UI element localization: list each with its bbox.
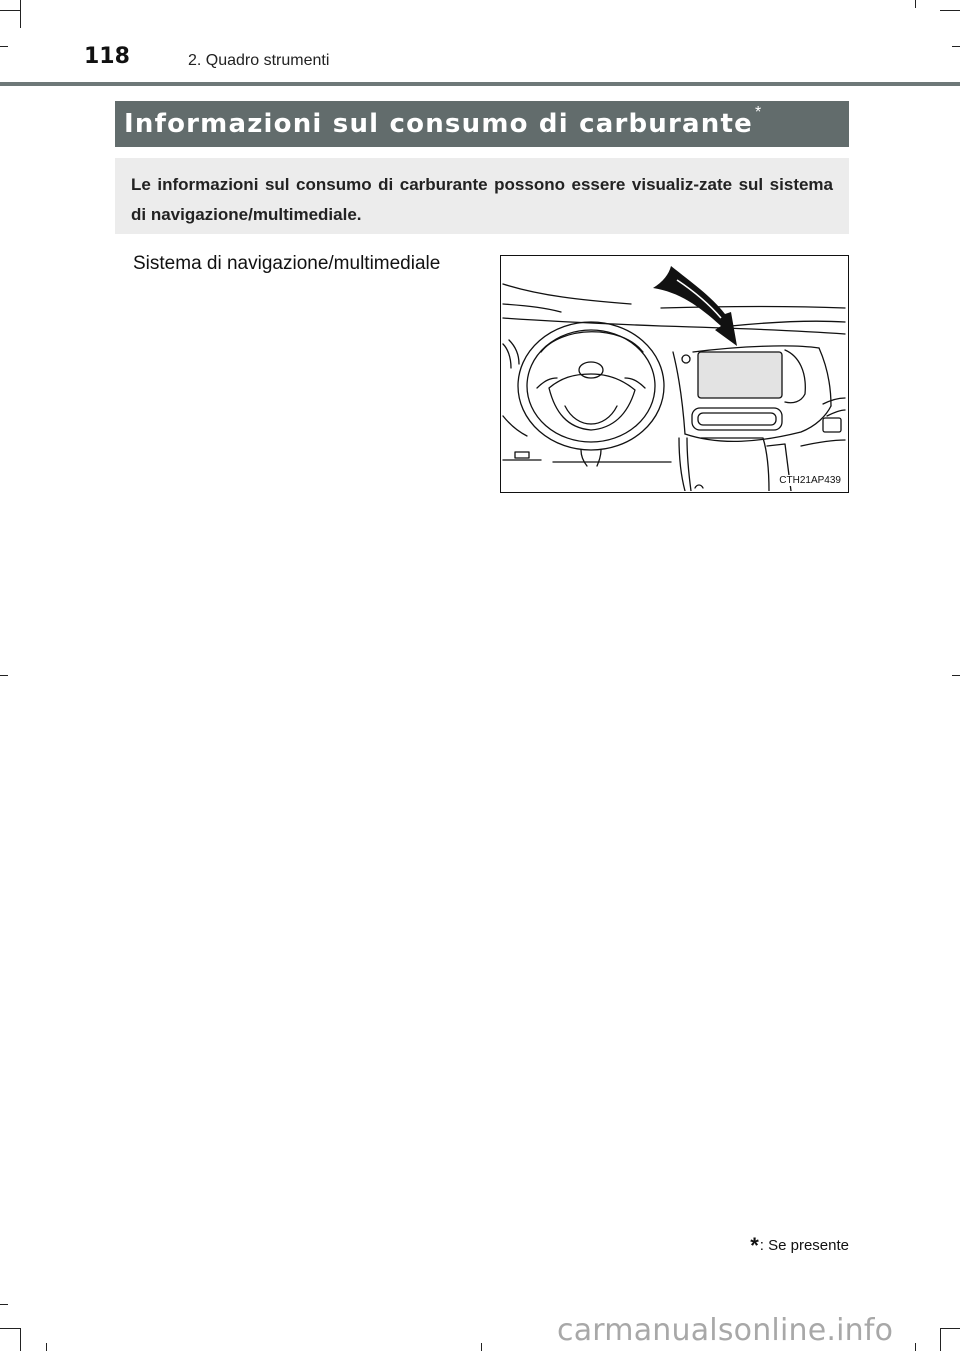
footnote-asterisk: * xyxy=(750,1233,759,1258)
section-title-bar xyxy=(115,101,849,147)
footnote-text: : Se presente xyxy=(759,1237,849,1254)
watermark: carmanualsonline.info xyxy=(557,1313,894,1348)
figure-code: CTH21AP439 xyxy=(779,475,841,486)
crop-mark xyxy=(915,1343,916,1351)
crop-mark xyxy=(20,1328,21,1351)
section-title: Informazioni sul consumo di carburante xyxy=(124,109,753,139)
title-asterisk: * xyxy=(754,104,762,121)
footnote xyxy=(750,1232,849,1258)
pointer-arrow xyxy=(653,266,737,346)
crop-mark xyxy=(481,1343,482,1351)
chapter-title: 2. Quadro strumenti xyxy=(188,52,330,69)
crop-mark xyxy=(0,675,8,676)
crop-mark xyxy=(915,0,916,8)
intro-box xyxy=(115,158,849,234)
dashboard-illustration xyxy=(500,255,849,493)
crop-mark xyxy=(0,10,20,11)
crop-mark xyxy=(46,1343,47,1351)
crop-mark xyxy=(952,46,960,47)
crop-mark xyxy=(0,46,8,47)
dashboard-drawing xyxy=(501,256,847,491)
intro-text: Le informazioni sul consumo di carburante possono essere visualiz-zate sul sistema di navigazione/multimediale. xyxy=(131,175,833,224)
page-number: 118 xyxy=(84,44,130,69)
crop-mark xyxy=(20,0,21,28)
crop-mark xyxy=(940,1328,941,1351)
crop-mark xyxy=(0,1328,20,1329)
figure-caption: Sistema di navigazione/multimediale xyxy=(133,253,441,274)
crop-mark xyxy=(952,675,960,676)
crop-mark xyxy=(940,1328,960,1329)
crop-mark xyxy=(940,10,960,11)
header-rule xyxy=(0,82,960,86)
crop-mark xyxy=(0,1304,8,1305)
